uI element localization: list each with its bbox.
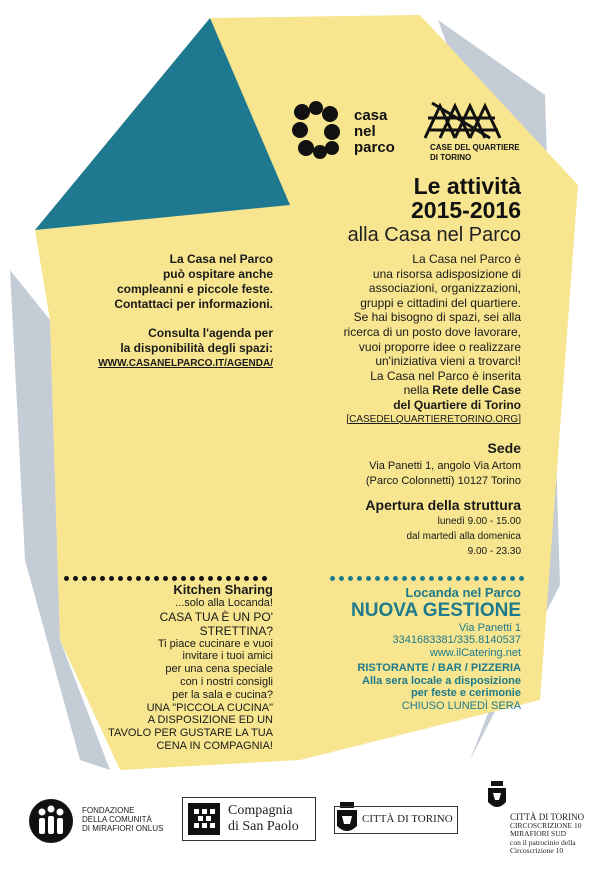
circoscrizione-line: CIRCOSCRIZIONE 10: [510, 820, 582, 830]
separator-dot: [438, 576, 443, 581]
fondazione-line: DELLA COMUNITÀ: [82, 815, 152, 824]
separator-dot: [163, 576, 168, 581]
separator-dot: [429, 576, 434, 581]
case-del-quartiere-logo: [420, 98, 530, 164]
agenda-line: la disponibilità degli spazi:: [120, 341, 273, 355]
right-info-line: un'iniziativa vieni a trovarci!: [375, 354, 521, 369]
separator-dot: [127, 576, 132, 581]
left-info-line: Contattaci per informazioni.: [114, 297, 273, 311]
locanda-web[interactable]: www.ilCatering.net: [429, 646, 521, 659]
compagnia-line: di San Paolo: [228, 819, 299, 834]
circoscrizione-line: Circoscrizione 10: [510, 846, 564, 855]
kitchen-line: invitare i tuoi amici: [182, 650, 273, 663]
separator-dot: [384, 576, 389, 581]
left-info-line: compleanni e piccole feste.: [116, 282, 273, 296]
apertura-hours: [406, 514, 521, 559]
separator-dot: [217, 576, 222, 581]
right-info-line: vuoi proporre idee o realizzare: [358, 339, 521, 354]
separator-dot: [330, 576, 335, 581]
kitchen-line: UNA "PICCOLA CUCINA": [146, 701, 273, 714]
circoscrizione-line: con il patrocinio della: [510, 837, 576, 847]
locanda-phones: 3341683381/335.8140537: [392, 634, 521, 646]
separator-dot: [181, 576, 186, 581]
right-info-line: una risorsa adisposizione di: [372, 266, 521, 281]
sede-line-1: Via Panetti 1, angolo Via Artom: [369, 460, 521, 472]
citta-text: CITTÀ DI TORINO: [362, 813, 453, 825]
separator-dot: [501, 576, 506, 581]
page-subtitle: alla Casa nel Parco: [347, 224, 521, 246]
separator-dot: [145, 576, 150, 581]
title-line-1: Le attività: [413, 173, 521, 199]
compagnia-line: Compagnia: [228, 803, 293, 818]
fondazione-text: [82, 806, 163, 833]
separator-dot: [483, 576, 488, 581]
right-info-line: La Casa nel Parco è inserita: [370, 368, 521, 383]
separator-dot: [402, 576, 407, 581]
kitchen-heading: Kitchen Sharing: [173, 582, 273, 597]
separator-dot: [64, 576, 69, 581]
rete-bold: Rete delle Case: [432, 383, 521, 398]
circoscrizione-crest-icon: [486, 780, 508, 814]
left-info-block: [33, 252, 273, 371]
rete-link[interactable]: [CASEDELQUARTIERETORINO.ORG]: [346, 413, 521, 425]
separator-dot: [420, 576, 425, 581]
kitchen-sharing-block: [53, 584, 273, 753]
sede-line-2: (Parco Colonnetti) 10127 Torino: [365, 475, 521, 487]
apertura-line-3: 9.00 - 23.30: [467, 546, 521, 557]
circoscrizione-line: MIRAFIORI SUD: [510, 829, 567, 838]
agenda-link[interactable]: WWW.CASANELPARCO.IT/AGENDA/: [98, 358, 273, 369]
kitchen-line: TAVOLO PER GUSTARE LA TUA: [108, 727, 273, 740]
locanda-services: RISTORANTE / BAR / PIZZERIA: [357, 662, 521, 674]
locanda-gestione: NUOVA GESTIONE: [351, 599, 521, 621]
separator-dot: [226, 576, 231, 581]
svg-text:parco: parco: [354, 139, 395, 156]
rete-line: [261, 383, 521, 398]
compagnia-logo-mark: [188, 803, 220, 835]
separator-dot: [253, 576, 258, 581]
rete-line-2: del Quartiere di Torino: [393, 397, 521, 412]
separator-dot: [136, 576, 141, 581]
sede-heading: Sede: [487, 440, 521, 456]
separator-dot: [465, 576, 470, 581]
svg-text:DI TORINO: DI TORINO: [430, 153, 472, 162]
left-info-line: può ospitare anche: [162, 267, 273, 281]
locanda-address: Via Panetti 1: [458, 621, 521, 634]
separator-dot: [109, 576, 114, 581]
kitchen-line: con i nostri consigli: [180, 675, 273, 688]
locanda-evening-2: per feste e cerimonie: [410, 687, 521, 699]
circoscrizione-text: [510, 813, 584, 856]
circoscrizione-line: CITTÀ DI TORINO: [510, 812, 585, 822]
kitchen-line: A DISPOSIZIONE ED UN: [147, 714, 273, 727]
locanda-heading: Locanda nel Parco: [405, 585, 521, 600]
compagnia-text: [228, 803, 299, 835]
separator-dot: [262, 576, 267, 581]
fondazione-line: DI MIRAFIORI ONLUS: [82, 824, 164, 833]
kitchen-line: CENA IN COMPAGNIA!: [156, 739, 273, 752]
separator-dot: [510, 576, 515, 581]
right-info-block: [261, 252, 521, 427]
separator-dot: [190, 576, 195, 581]
fondazione-line: FONDAZIONE: [82, 806, 135, 815]
page-title: [411, 174, 521, 222]
separator-dot: [375, 576, 380, 581]
apertura-heading: Apertura della struttura: [365, 497, 521, 513]
separator-dot: [199, 576, 204, 581]
separator-dot: [172, 576, 177, 581]
right-info-line: ricerca di un posto dove lavorare,: [343, 324, 521, 339]
title-line-2: 2015-2016: [411, 197, 521, 223]
svg-text:CASE DEL QUARTIERE: CASE DEL QUARTIERE: [430, 143, 520, 152]
separator-dot: [357, 576, 362, 581]
locanda-block: [261, 587, 521, 712]
separator-dot: [208, 576, 213, 581]
locanda-closed: CHIUSO LUNEDÌ SERA: [401, 699, 521, 712]
separator-dot: [100, 576, 105, 581]
separator-dot: [348, 576, 353, 581]
separator-dot: [456, 576, 461, 581]
locanda-evening-1: Alla sera locale a disposizione: [362, 674, 521, 687]
left-info-line: La Casa nel Parco: [169, 252, 273, 266]
separator-dot: [73, 576, 78, 581]
kitchen-sub: ...solo alla Locanda!: [175, 596, 273, 609]
fondazione-logo: [28, 798, 78, 844]
separator-dot: [474, 576, 479, 581]
svg-text:nel: nel: [354, 123, 376, 140]
kitchen-question-2: STRETTINA?: [199, 623, 273, 638]
apertura-line-1: lunedì 9.00 - 15.00: [437, 516, 521, 527]
right-info-line: associazioni, organizzazioni,: [368, 281, 521, 296]
separator-dot: [447, 576, 452, 581]
kitchen-line: per la sala e cucina?: [172, 688, 273, 701]
separator-dot: [82, 576, 87, 581]
right-info-line: Se hai bisogno di spazi, sei alla: [353, 310, 521, 325]
separator-dot: [411, 576, 416, 581]
kitchen-line: Ti piace cucinare e vuoi: [157, 637, 273, 650]
separator-dot: [154, 576, 159, 581]
separator-dot: [366, 576, 371, 581]
rete-prefix: nella: [403, 383, 429, 398]
separator-dot: [118, 576, 123, 581]
right-info-line: La Casa nel Parco è: [412, 252, 521, 266]
dotted-separator-right: [330, 576, 524, 581]
casa-nel-parco-logo: [292, 100, 412, 160]
dotted-separator-left: [64, 576, 267, 581]
separator-dot: [244, 576, 249, 581]
right-info-line: gruppi e cittadini del quartiere.: [360, 295, 521, 310]
separator-dot: [393, 576, 398, 581]
separator-dot: [492, 576, 497, 581]
kitchen-line: per una cena speciale: [165, 663, 273, 676]
svg-text:casa: casa: [354, 107, 388, 124]
separator-dot: [339, 576, 344, 581]
sede-address: [366, 459, 521, 489]
apertura-line-2: dal martedì alla domenica: [406, 531, 521, 542]
separator-dot: [519, 576, 524, 581]
agenda-line: Consulta l'agenda per: [148, 326, 273, 340]
kitchen-question-1: CASA TUA È UN PO': [159, 609, 273, 624]
separator-dot: [91, 576, 96, 581]
separator-dot: [235, 576, 240, 581]
